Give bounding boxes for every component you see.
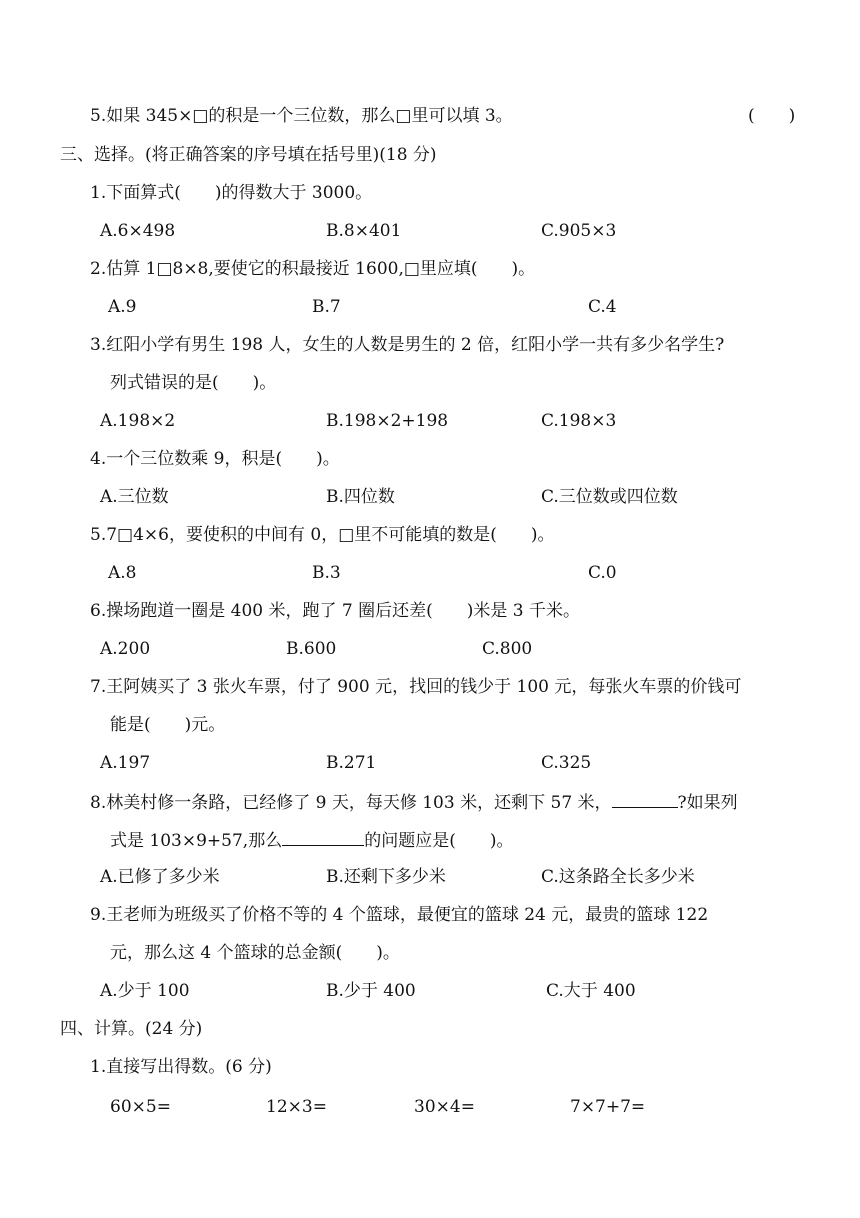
question-9-option-a: A.少于 100 bbox=[100, 981, 190, 1001]
calc-item: 60×5= bbox=[110, 1097, 171, 1117]
question-6-option-a: A.200 bbox=[100, 639, 151, 659]
calc-item: 30×4= bbox=[414, 1097, 475, 1117]
calc-item: 12×3= bbox=[266, 1097, 327, 1117]
judgement-5-text: 5.如果 345×□的积是一个三位数，那么□里可以填 3。 bbox=[90, 106, 513, 126]
question-7-stem: 7.王阿姨买了 3 张火车票，付了 900 元，找回的钱少于 100 元，每张火车票的价钱可 bbox=[90, 677, 742, 697]
question-9-option-b: B.少于 400 bbox=[326, 981, 416, 1001]
question-2-option-c: C.4 bbox=[588, 297, 617, 317]
question-9-stem-continued: 元，那么这 4 个篮球的总金额( )。 bbox=[110, 943, 400, 963]
question-5-stem: 5.7□4×6，要使积的中间有 0，□里不可能填的数是( )。 bbox=[90, 525, 555, 545]
question-1-option-b: B.8×401 bbox=[326, 221, 402, 241]
question-8-option-a: A.已修了多少米 bbox=[100, 867, 220, 887]
question-3-option-a: A.198×2 bbox=[100, 411, 176, 431]
question-8-stem-part-a: 8.林美村修一条路，已经修了 9 天，每天修 103 米，还剩下 57 米， bbox=[90, 793, 612, 813]
question-4-option-b: B.四位数 bbox=[326, 487, 395, 507]
question-6-option-c: C.800 bbox=[482, 639, 533, 659]
question-3-stem-continued: 列式错误的是( )。 bbox=[110, 373, 277, 393]
question-9-option-c: C.大于 400 bbox=[546, 981, 636, 1001]
question-7-option-c: C.325 bbox=[541, 753, 592, 773]
question-2-stem: 2.估算 1□8×8,要使它的积最接近 1600,□里应填( )。 bbox=[90, 259, 536, 279]
question-8-stem bbox=[90, 790, 738, 814]
fill-in-blank bbox=[612, 790, 678, 808]
answer-paren: ( ) bbox=[748, 106, 796, 126]
question-4-option-c: C.三位数或四位数 bbox=[541, 487, 678, 507]
question-8-stem2-part-a: 式是 103×9+57,那么 bbox=[110, 831, 283, 851]
question-3-option-b: B.198×2+198 bbox=[326, 411, 449, 431]
section-heading-choice: 三、选择。(将正确答案的序号填在括号里)(18 分) bbox=[60, 145, 437, 165]
question-5-option-a: A.8 bbox=[108, 563, 137, 583]
question-6-option-b: B.600 bbox=[286, 639, 337, 659]
calc-item: 7×7+7= bbox=[570, 1097, 646, 1117]
question-7-stem-continued: 能是( )元。 bbox=[110, 715, 226, 735]
question-3-stem: 3.红阳小学有男生 198 人，女生的人数是男生的 2 倍，红阳小学一共有多少名学生? bbox=[90, 335, 725, 355]
question-3-option-c: C.198×3 bbox=[541, 411, 617, 431]
question-2-option-a: A.9 bbox=[108, 297, 137, 317]
question-8-option-b: B.还剩下多少米 bbox=[326, 867, 446, 887]
calculation-1-title: 1.直接写出得数。(6 分) bbox=[90, 1057, 272, 1077]
question-1-option-c: C.905×3 bbox=[541, 221, 617, 241]
question-5-option-c: C.0 bbox=[588, 563, 617, 583]
question-8-stem2-part-b: 的问题应是( )。 bbox=[364, 831, 514, 851]
question-6-stem: 6.操场跑道一圈是 400 米，跑了 7 圈后还差( )米是 3 千米。 bbox=[90, 601, 580, 621]
question-8-stem-part-b: ?如果列 bbox=[677, 793, 738, 813]
question-4-option-a: A.三位数 bbox=[100, 487, 169, 507]
question-4-stem: 4.一个三位数乘 9，积是( )。 bbox=[90, 449, 340, 469]
question-5-option-b: B.3 bbox=[312, 563, 341, 583]
question-7-option-a: A.197 bbox=[100, 753, 151, 773]
question-1-stem: 1.下面算式( )的得数大于 3000。 bbox=[90, 183, 373, 203]
question-1-option-a: A.6×498 bbox=[100, 221, 176, 241]
question-9-stem: 9.王老师为班级买了价格不等的 4 个篮球，最便宜的篮球 24 元，最贵的篮球 122 bbox=[90, 905, 709, 925]
question-7-option-b: B.271 bbox=[326, 753, 377, 773]
question-2-option-b: B.7 bbox=[312, 297, 341, 317]
section-heading-calculation: 四、计算。(24 分) bbox=[60, 1019, 203, 1039]
question-8-stem-continued bbox=[110, 828, 513, 852]
question-8-option-c: C.这条路全长多少米 bbox=[541, 867, 695, 887]
fill-in-blank bbox=[282, 828, 364, 846]
